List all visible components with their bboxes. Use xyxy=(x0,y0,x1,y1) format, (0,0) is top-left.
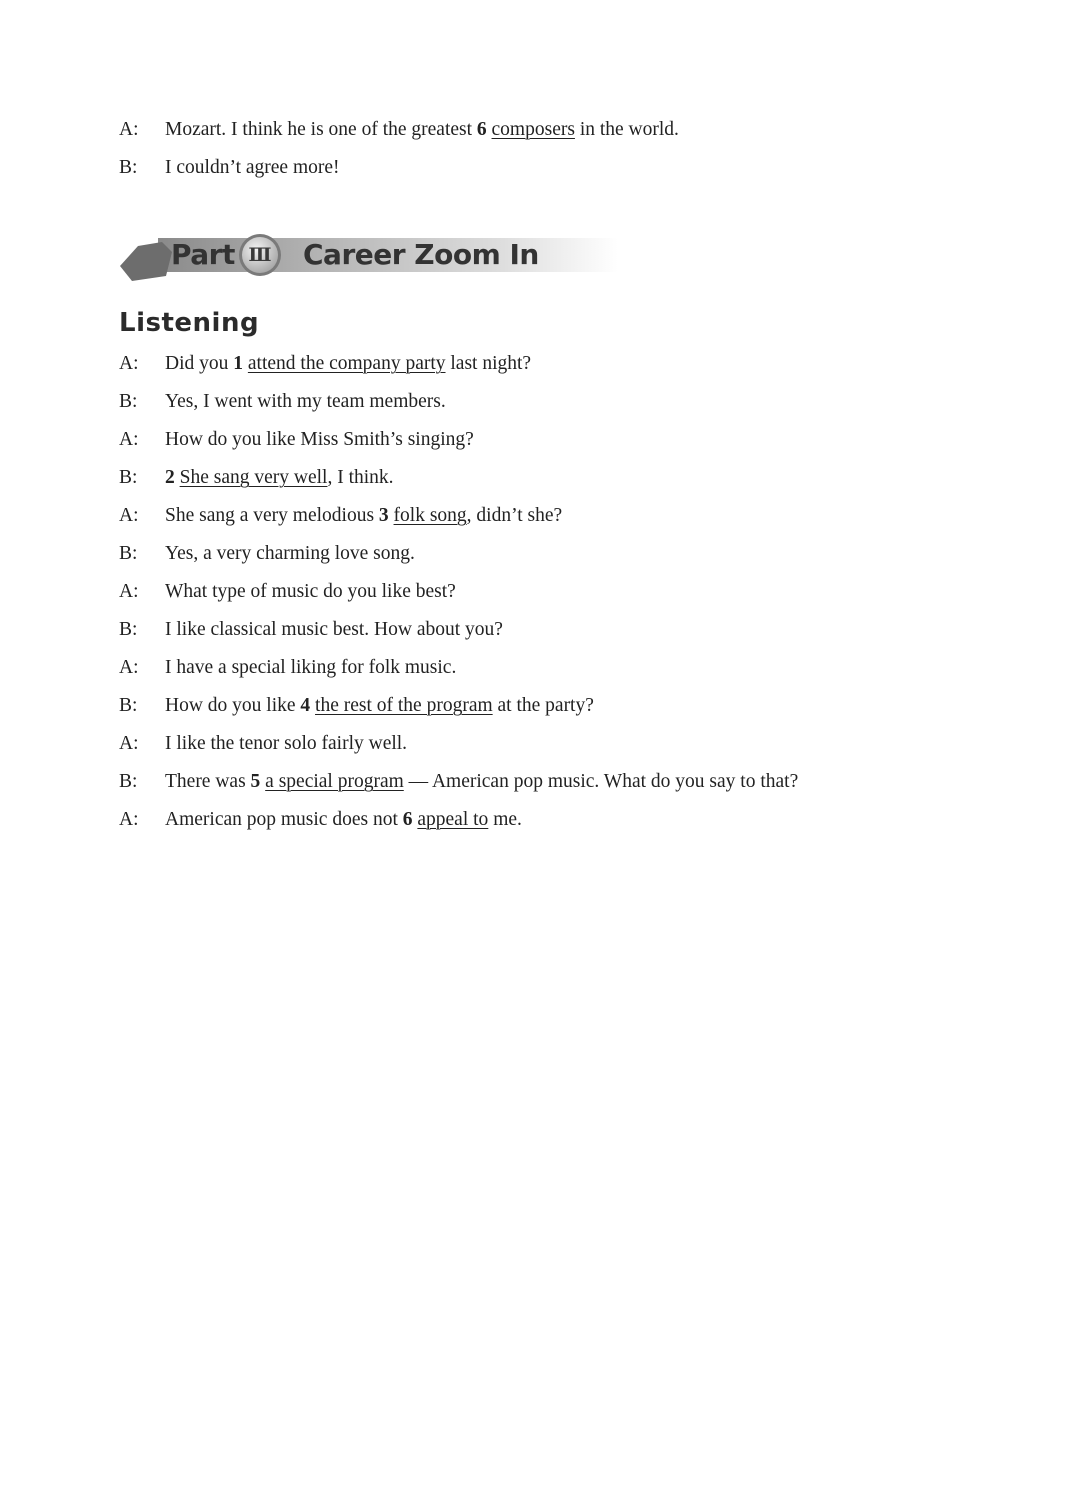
dialogue-line xyxy=(119,503,798,541)
line-text xyxy=(165,579,456,605)
speaker-label: A: xyxy=(119,581,139,602)
speaker-label: A: xyxy=(119,119,139,140)
question-number: 6 xyxy=(476,119,487,140)
answer-underlined: appeal to xyxy=(417,809,489,830)
dialogue-line xyxy=(119,655,798,693)
question-number: 6 xyxy=(402,809,413,830)
line-text-before: I like classical music best. How about you? xyxy=(165,619,503,640)
line-text-before: I couldn’t agree more! xyxy=(165,157,340,178)
part-title: Career Zoom In xyxy=(303,238,539,271)
dialogue-line xyxy=(119,693,798,731)
line-text-after: , didn’t she? xyxy=(466,505,563,526)
dialogue-line xyxy=(119,807,798,845)
answer-underlined: composers xyxy=(491,119,575,140)
line-text-before: She sang a very melodious xyxy=(165,505,379,526)
dialogue-line xyxy=(119,117,679,155)
line-text-before: I like the tenor solo fairly well. xyxy=(165,733,408,754)
question-number: 3 xyxy=(378,505,389,526)
dialogue-line xyxy=(119,541,798,579)
line-text-before: There was xyxy=(165,771,251,792)
line-text-after: at the party? xyxy=(492,695,594,716)
part-label: Part xyxy=(171,238,235,271)
question-number: 4 xyxy=(300,695,311,716)
line-text xyxy=(165,541,415,567)
dialogue-line xyxy=(119,155,679,193)
speaker-label: B: xyxy=(119,619,138,640)
speaker-label: A: xyxy=(119,353,139,374)
line-text xyxy=(165,769,798,795)
speaker-label: B: xyxy=(119,695,138,716)
line-text xyxy=(165,117,679,143)
line-text-before: Yes, I went with my team members. xyxy=(165,391,446,412)
speaker-label: A: xyxy=(119,429,139,450)
section-heading: Listening xyxy=(119,308,260,338)
line-text xyxy=(165,693,594,719)
listening-dialogue xyxy=(119,351,798,845)
line-text xyxy=(165,503,562,529)
dialogue-line xyxy=(119,465,798,503)
speaker-label: B: xyxy=(119,391,138,412)
speaker-label: A: xyxy=(119,733,139,754)
line-text-before: Did you xyxy=(165,353,234,374)
speaker-label: A: xyxy=(119,809,139,830)
line-text-before: How do you like xyxy=(165,695,301,716)
question-number: 2 xyxy=(165,467,175,488)
answer-underlined: folk song xyxy=(393,505,467,526)
line-text xyxy=(165,655,456,681)
answer-underlined: a special program xyxy=(265,771,404,792)
line-text-after: — American pop music. What do you say to that? xyxy=(403,771,799,792)
line-text-before: What type of music do you like best? xyxy=(165,581,456,602)
line-text xyxy=(165,351,531,377)
line-text xyxy=(165,807,522,833)
dialogue-line xyxy=(119,617,798,655)
speaker-label: B: xyxy=(119,467,138,488)
speaker-label: A: xyxy=(119,657,139,678)
line-text-before: Mozart. I think he is one of the greatest xyxy=(165,119,477,140)
speaker-label: B: xyxy=(119,543,138,564)
banner-pentagon xyxy=(120,242,172,281)
line-text xyxy=(165,465,394,491)
line-text-after: me. xyxy=(488,809,522,830)
dialogue-line xyxy=(119,731,798,769)
dialogue-line xyxy=(119,351,798,389)
line-text xyxy=(165,427,474,453)
line-text xyxy=(165,617,503,643)
answer-underlined: She sang very well xyxy=(179,467,328,488)
speaker-label: B: xyxy=(119,771,138,792)
part-numeral: Ⅲ xyxy=(248,244,272,266)
top-dialogue xyxy=(119,117,679,193)
dialogue-line xyxy=(119,427,798,465)
dialogue-line xyxy=(119,769,798,807)
line-text-before: Yes, a very charming love song. xyxy=(165,543,415,564)
dialogue-line xyxy=(119,579,798,617)
question-number: 1 xyxy=(233,353,243,374)
line-text-after: in the world. xyxy=(574,119,679,140)
line-text-before: American pop music does not xyxy=(165,809,403,830)
speaker-label: B: xyxy=(119,157,138,178)
speaker-label: A: xyxy=(119,505,139,526)
line-text-before: I have a special liking for folk music. xyxy=(165,657,457,678)
part-banner xyxy=(118,232,618,284)
answer-underlined: attend the company party xyxy=(247,353,446,374)
question-number: 5 xyxy=(250,771,261,792)
line-text-after: , I think. xyxy=(327,467,394,488)
line-text xyxy=(165,731,407,757)
line-text xyxy=(165,155,340,181)
answer-underlined: the rest of the program xyxy=(315,695,493,716)
line-text xyxy=(165,389,446,415)
line-text-after: last night? xyxy=(445,353,532,374)
dialogue-line xyxy=(119,389,798,427)
line-text-before: How do you like Miss Smith’s singing? xyxy=(165,429,474,450)
